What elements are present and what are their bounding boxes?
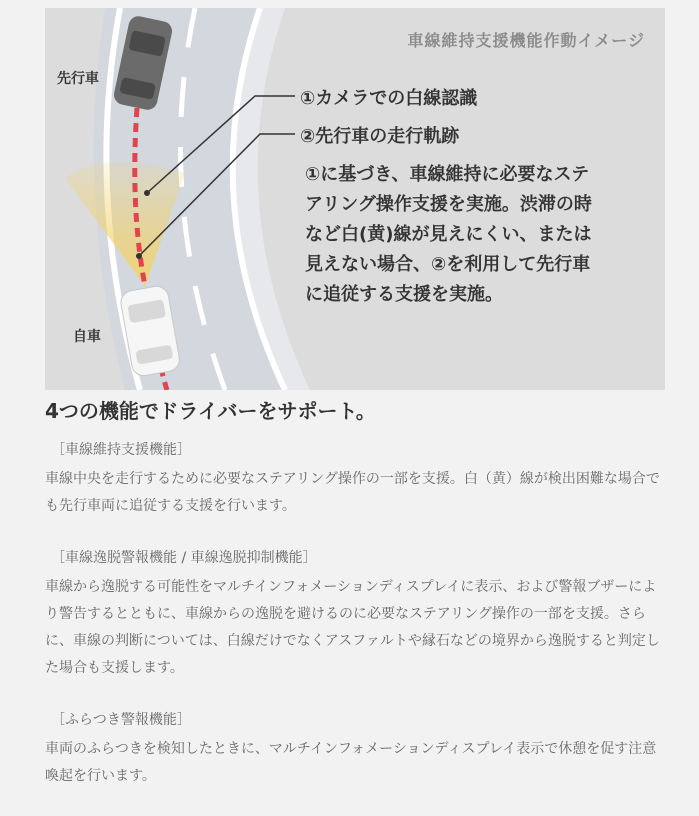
figure-title: 車線維持支援機能作動イメージ [407,31,645,50]
section-title: ［車線逸脱警報機能 / 車線逸脱抑制機能］ [51,550,317,566]
section-title: ［車線維持支援機能］ [51,442,191,458]
section-heading: 4つの機能でドライバーをサポート。 [45,399,376,423]
figure-description: ①に基づき、車線維持に必要なステアリング操作支援を実施。渋滞の時など白(黄)線が見えにくい、または見えない場合、②を利用して先行車に追従する支援を実施。 [305,164,592,305]
callout-trajectory: ②先行車の走行軌跡 [300,126,460,147]
section-sway-warning [45,708,670,790]
section-body: 車両のふらつきを検知したときに、マルチインフォメーションディスプレイ表示で休憩を促す注意喚起を行います。 [45,741,657,784]
section-title: ［ふらつき警報機能］ [51,712,191,728]
lead-car-label: 先行車 [57,71,99,87]
content [45,395,670,816]
section-lane-departure [45,546,670,682]
lane-keeping-figure [45,8,665,390]
section-body: 車線から逸脱する可能性をマルチインフォメーションディスプレイに表示、および警報ブザーにより警告するとともに、車線からの逸脱を避けるのに必要なステアリング操作の一部を支援。さらに、車線の判断については、白線だけでなくアスファルトや縁石などの境界から逸脱すると判定した場合も支援します。 [45,579,660,676]
section-body: 車線中央を走行するために必要なステアリング操作の一部を支援。白（黄）線が検出困難な場合でも先行車両に追従する支援を行います。 [45,471,660,514]
section-lane-keeping [45,438,670,520]
own-car-label: 自車 [73,329,101,345]
callout-camera: ①カメラでの白線認識 [300,88,478,109]
